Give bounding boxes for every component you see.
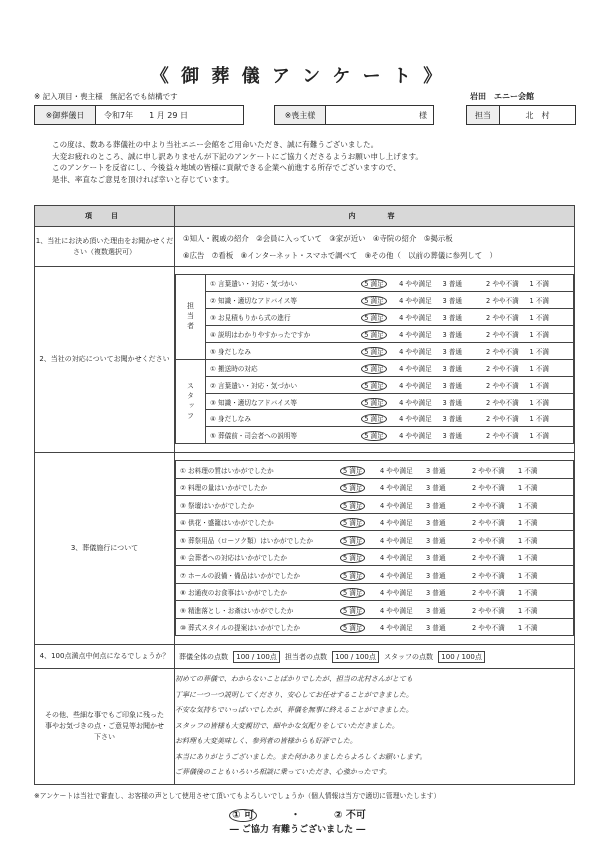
- rating-option[interactable]: 3 普通: [426, 554, 446, 563]
- section-score: [35, 645, 575, 669]
- rating-option[interactable]: 3 普通: [426, 519, 446, 528]
- rating-option[interactable]: 3 普通: [426, 536, 446, 545]
- intro-line: 大変お疲れのところ、誠に申し訳ありませんが下記のアンケートにご協力くださるようお願い申し上げます。: [52, 151, 424, 161]
- rating-option[interactable]: 4 やや満足: [399, 330, 432, 339]
- rating-option[interactable]: 5 満足: [361, 363, 399, 373]
- rating-question: ④ 身だしなみ: [210, 415, 251, 424]
- rating-option[interactable]: 3 普通: [426, 624, 446, 633]
- rating-question: ④ 供花・盛籠はいかがでしたか: [180, 519, 274, 528]
- rating-option[interactable]: 5 満足: [361, 346, 399, 356]
- section-score-label: 4、100点満点中何点になるでしょうか？: [35, 645, 175, 669]
- rating-option[interactable]: 1 不満: [529, 415, 549, 424]
- score-tanto-label: 担当者の点数: [285, 652, 328, 661]
- rating-option[interactable]: 5 満足: [340, 605, 380, 615]
- score-staff-label: スタッフの点数: [384, 652, 434, 661]
- rating-option[interactable]: 3 普通: [442, 381, 463, 390]
- reason-options-line1[interactable]: ①知人・親戚の紹介 ②会員に入っていて ③家が近い ④寺院の紹介 ⑤掲示板: [183, 233, 453, 243]
- rating-row: [176, 496, 573, 513]
- rating-option[interactable]: 4 やや満足: [380, 484, 413, 493]
- rating-option[interactable]: 4 やや満足: [399, 347, 432, 356]
- intro-text: [52, 139, 572, 185]
- rating-question: ③ 知識・適切なアドバイス等: [210, 398, 297, 407]
- rating-option[interactable]: 4 やや満足: [380, 519, 413, 528]
- rating-option[interactable]: 2 やや不満: [486, 297, 519, 306]
- rating-option[interactable]: 2 やや不満: [472, 624, 505, 633]
- score-total-label: 葬儀全体の点数: [179, 652, 228, 661]
- thanks-text: ― ご協力 有難うございました ―: [229, 825, 366, 835]
- section-reason: [35, 227, 575, 267]
- rating-row: [206, 394, 573, 410]
- rating-option[interactable]: 1 不満: [529, 347, 549, 356]
- score-tanto-value[interactable]: 100 / 100点: [332, 651, 379, 663]
- rating-question: ① 言葉遣い・対応・気づかい: [210, 280, 298, 289]
- rating-option[interactable]: 4 やや満足: [380, 624, 413, 633]
- consent-options: [0, 806, 595, 821]
- rating-option[interactable]: 4 やや満足: [399, 297, 432, 306]
- rating-option[interactable]: 3 普通: [442, 330, 463, 339]
- rating-option[interactable]: 3 普通: [426, 589, 446, 598]
- section-staff-label: 2、当社の対応についてお聞かせください: [35, 267, 175, 453]
- rating-row: [176, 566, 573, 583]
- rating-row: [206, 343, 573, 359]
- rating-option[interactable]: 2 やや不満: [486, 415, 519, 424]
- rating-option[interactable]: 3 普通: [442, 280, 463, 289]
- rating-row: [206, 410, 573, 426]
- rating-option[interactable]: 1 不満: [529, 398, 549, 407]
- rating-option[interactable]: 5 満足: [340, 622, 380, 632]
- rating-option[interactable]: 1 不満: [518, 484, 538, 493]
- rating-option[interactable]: 4 やや満足: [399, 415, 432, 424]
- rating-option[interactable]: 4 やや満足: [399, 280, 432, 289]
- page-title: 《 御 葬 儀 ア ン ケ ー ト 》: [150, 66, 445, 87]
- rating-row: [176, 531, 573, 548]
- rating-option[interactable]: 2 やや不満: [486, 432, 519, 441]
- section-comments: [35, 669, 575, 785]
- rating-option[interactable]: 4 やや満足: [399, 432, 432, 441]
- rating-option[interactable]: 2 やや不満: [472, 571, 505, 580]
- rating-question: ⑦ ホールの設備・備品はいかがでしたか: [180, 571, 300, 580]
- rating-option[interactable]: 4 やや満足: [380, 571, 413, 580]
- comments-field[interactable]: 初めての葬儀で、わからないことばかりでしたが、担当の北村さんがとても 丁寧に一つ一つ説明してくださり、安心してお任せすることができました。 不安な気持ちでいっぱいでしたが、葬儀を無事に終えることができました。 スタッフの皆様も大変親切で、細やかな気配りをしていただきました。 お料理も大変美味しく、参列者の皆様からも好評でした。 本当にありがとうございました。また何かありましたらよろしくお願いします。 ご葬儀後のこともいろいろ相談に乗っていただき、心強かったです。: [175, 669, 575, 785]
- rating-row: [206, 360, 573, 376]
- rating-option[interactable]: 2 やや不満: [472, 536, 505, 545]
- rating-option[interactable]: 1 不満: [518, 501, 538, 510]
- rating-option[interactable]: 4 やや満足: [399, 381, 432, 390]
- rating-option[interactable]: 4 やや満足: [399, 314, 432, 323]
- group-staff-label: スタッフ: [176, 359, 206, 444]
- rating-question: ③ 祭壇はいかがでしたか: [180, 501, 254, 510]
- rating-option[interactable]: 4 やや満足: [380, 536, 413, 545]
- rating-option[interactable]: 2 やや不満: [472, 606, 505, 615]
- rating-option[interactable]: 4 やや満足: [380, 606, 413, 615]
- rating-row: [176, 549, 573, 566]
- rating-option[interactable]: 4 やや満足: [380, 501, 413, 510]
- rating-option[interactable]: 5 満足: [340, 500, 380, 510]
- rating-row: [176, 584, 573, 601]
- rating-option[interactable]: 3 普通: [442, 364, 463, 373]
- rating-row: [176, 601, 573, 618]
- rating-question: ⑤ 葬祭用品（ローソク類）はいかがでしたか: [180, 536, 313, 545]
- rating-option[interactable]: 5 満足: [340, 517, 380, 527]
- chief-box: [274, 105, 434, 125]
- rating-option[interactable]: 3 普通: [442, 432, 463, 441]
- rating-option[interactable]: 2 やや不満: [472, 501, 505, 510]
- date-value[interactable]: 令和7年 1 月 29 日: [104, 110, 188, 120]
- rating-option[interactable]: 2 やや不満: [472, 519, 505, 528]
- date-box: [34, 105, 244, 125]
- staff-box: [466, 105, 576, 125]
- consent-yes[interactable]: ① 可: [229, 809, 257, 822]
- rating-row: [206, 292, 573, 308]
- rating-question: ④ 説明はわかりやすかったですか: [210, 330, 311, 339]
- rating-option[interactable]: 5 満足: [361, 329, 399, 339]
- consent-dot: ・: [290, 810, 301, 821]
- rating-option[interactable]: 1 不満: [518, 536, 538, 545]
- rating-option[interactable]: 5 満足: [361, 312, 399, 322]
- rating-question: ⑥ 会葬者への対応はいかがでしたか: [180, 554, 287, 563]
- rating-question: ⑧ お通夜のお食事はいかがでしたか: [180, 589, 287, 598]
- rating-option[interactable]: 4 やや満足: [380, 589, 413, 598]
- rating-question: ⑩ 葬式スタイルの提案はいかがでしたか: [180, 624, 300, 633]
- rating-option[interactable]: 2 やや不満: [472, 554, 505, 563]
- rating-option[interactable]: 1 不満: [518, 571, 538, 580]
- rating-option[interactable]: 2 やや不満: [486, 347, 519, 356]
- rating-option[interactable]: 1 不満: [529, 330, 549, 339]
- rating-option[interactable]: 3 普通: [442, 297, 463, 306]
- rating-option[interactable]: 2 やや不満: [486, 280, 519, 289]
- rating-option[interactable]: 1 不満: [529, 432, 549, 441]
- reason-options-line2[interactable]: ⑥広告 ⑦看板 ⑧インターネット・スマホで調べて ⑨その他（ 以前の葬儀に参列して ）: [183, 250, 497, 260]
- intro-line: 是非、率直なご意見を頂ければ幸いと存じています。: [52, 174, 234, 184]
- rating-option[interactable]: 4 やや満足: [380, 466, 413, 475]
- rating-option[interactable]: 5 満足: [340, 465, 380, 475]
- rating-option[interactable]: 1 不満: [518, 624, 538, 633]
- section-funeral-label: 3、葬儀施行について: [35, 452, 175, 644]
- rating-option[interactable]: 3 普通: [426, 466, 446, 475]
- intro-line: この度は、数ある葬儀社の中より当社エニー会館をご用命いただき、誠に有難うございました。: [52, 140, 379, 149]
- company-name: 岩田 エニー会館: [470, 92, 534, 101]
- rating-option[interactable]: 1 不満: [529, 280, 549, 289]
- rating-option[interactable]: 1 不満: [518, 554, 538, 563]
- score-staff-value[interactable]: 100 / 100点: [438, 651, 485, 663]
- rating-option[interactable]: 3 普通: [442, 398, 463, 407]
- rating-row: [176, 461, 573, 478]
- rating-option[interactable]: 3 普通: [426, 484, 446, 493]
- intro-line: このアンケートを反省にし、今後益々地域の皆様に貢献できる企業へ前進する所存でございますので、: [52, 163, 401, 173]
- header-content: 内 容: [175, 206, 575, 227]
- footer-note: ※アンケートは当社で審査し、お客様の声として使用させて頂いてもよろしいでしょうか（個人情報は当方で適切に管理いたします）: [34, 792, 441, 800]
- rating-option[interactable]: 5 満足: [361, 413, 399, 423]
- rating-row: [206, 427, 573, 443]
- chief-suffix: 様: [419, 110, 427, 120]
- rating-option[interactable]: 3 普通: [426, 606, 446, 615]
- header-note: ※ 記入項目・喪主様 無記名でも結構です: [34, 92, 178, 101]
- rating-option[interactable]: 5 満足: [361, 278, 399, 288]
- rating-option[interactable]: 1 不満: [518, 519, 538, 528]
- rating-option[interactable]: 1 不満: [518, 589, 538, 598]
- rating-option[interactable]: 1 不満: [518, 606, 538, 615]
- rating-option[interactable]: 2 やや不満: [486, 314, 519, 323]
- table-header: [35, 206, 575, 227]
- section-staff-response: [35, 267, 575, 453]
- rating-option[interactable]: 5 満足: [340, 535, 380, 545]
- rating-option[interactable]: 2 やや不満: [486, 381, 519, 390]
- rating-option[interactable]: 3 普通: [426, 501, 446, 510]
- rating-question: ⑤ 身だしなみ: [210, 347, 251, 356]
- rating-row: [206, 326, 573, 342]
- rating-option[interactable]: 5 満足: [340, 587, 380, 597]
- rating-option[interactable]: 1 不満: [529, 364, 549, 373]
- rating-option[interactable]: 2 やや不満: [486, 398, 519, 407]
- rating-option[interactable]: 2 やや不満: [472, 484, 505, 493]
- rating-option[interactable]: 5 満足: [340, 482, 380, 492]
- rating-row: [176, 619, 573, 636]
- rating-question: ③ お見積もりから式の進行: [210, 314, 291, 323]
- header-item: 項 目: [35, 206, 175, 227]
- rating-question: ② 言葉遣い・対応・気づかい: [210, 381, 298, 390]
- rating-option[interactable]: 1 不満: [529, 297, 549, 306]
- rating-row: [176, 514, 573, 531]
- date-label: ※御葬儀日: [35, 106, 96, 124]
- rating-option[interactable]: 4 やや満足: [399, 364, 432, 373]
- staff-label: 担当: [467, 106, 500, 124]
- rating-question: ② 料理の量はいかがでしたか: [180, 484, 268, 493]
- rating-option[interactable]: 3 普通: [442, 314, 463, 323]
- rating-option[interactable]: 5 満足: [361, 380, 399, 390]
- score-total-value[interactable]: 100 / 100点: [233, 651, 280, 663]
- rating-row: [176, 479, 573, 496]
- rating-option[interactable]: 5 満足: [361, 295, 399, 305]
- rating-option[interactable]: 3 普通: [442, 415, 463, 424]
- rating-question: ① 搬送時の対応: [210, 364, 258, 373]
- rating-option[interactable]: 5 満足: [361, 430, 399, 440]
- rating-option[interactable]: 3 普通: [426, 571, 446, 580]
- rating-question: ② 知識・適切なアドバイス等: [210, 297, 297, 306]
- rating-row: [206, 275, 573, 291]
- rating-option[interactable]: 2 やや不満: [486, 330, 519, 339]
- funeral-rating-table: [175, 460, 574, 636]
- section-comments-label: その他、些細な事でもご印象に残った事やお気づきの点・ご意見等お聞かせ下さい: [35, 669, 175, 785]
- chief-label: ※喪主様: [275, 106, 326, 124]
- survey-table: [34, 205, 575, 785]
- rating-question: ① お料理の質はいかがでしたか: [180, 466, 274, 475]
- consent-no[interactable]: ② 不可: [333, 810, 366, 821]
- group-tantousha-label: 担当者: [176, 275, 206, 359]
- rating-row: [206, 309, 573, 325]
- rating-option[interactable]: 1 不満: [518, 466, 538, 475]
- rating-row: [206, 377, 573, 393]
- rating-option[interactable]: 1 不満: [529, 314, 549, 323]
- rating-option[interactable]: 2 やや不満: [486, 364, 519, 373]
- staff-value[interactable]: 北 村: [525, 110, 550, 120]
- rating-option[interactable]: 2 やや不満: [472, 589, 505, 598]
- score-row: [175, 645, 575, 669]
- rating-option[interactable]: 5 満足: [361, 397, 399, 407]
- rating-option[interactable]: 5 満足: [340, 570, 380, 580]
- rating-option[interactable]: 3 普通: [442, 347, 463, 356]
- rating-option[interactable]: 5 満足: [340, 552, 380, 562]
- rating-question: ⑤ 葬儀前・司会者への説明等: [210, 432, 298, 441]
- section-reason-label: 1、当社にお決め頂いた理由をお聞かせください（複数選択可）: [35, 227, 175, 267]
- rating-question: ⑨ 精進落とし・お斎はいかがでしたか: [180, 606, 294, 615]
- staff-rating-table: [175, 274, 574, 444]
- rating-option[interactable]: 2 やや不満: [472, 466, 505, 475]
- rating-option[interactable]: 4 やや満足: [399, 398, 432, 407]
- rating-option[interactable]: 4 やや満足: [380, 554, 413, 563]
- rating-option[interactable]: 1 不満: [529, 381, 549, 390]
- section-funeral: [35, 452, 575, 644]
